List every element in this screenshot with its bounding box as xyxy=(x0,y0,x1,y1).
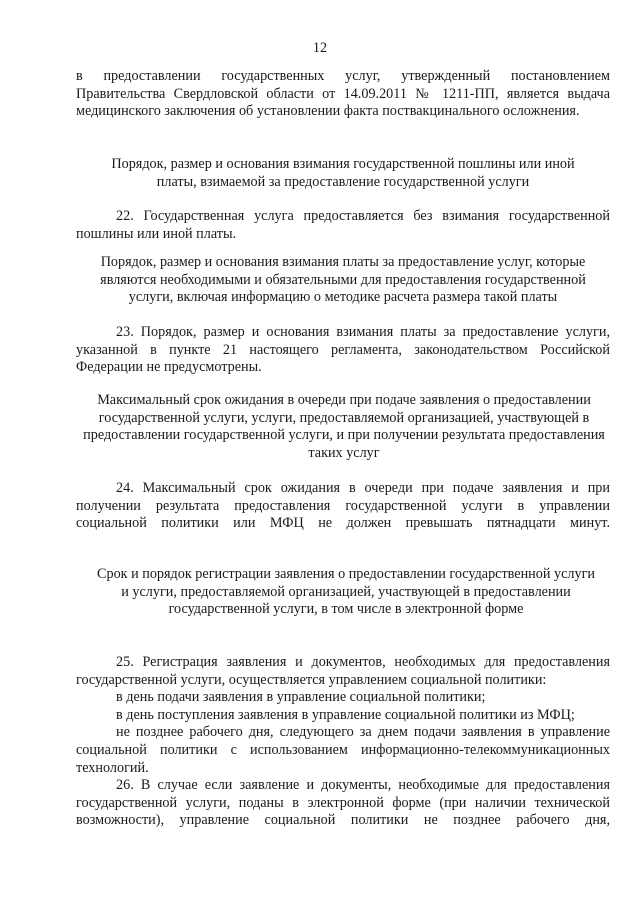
section-25 xyxy=(76,654,610,830)
heading-queue-waiting-time: Максимальный срок ожидания в очереди при подаче заявления о предоставлении государственной услуги, услуги, предоставляемой организацией, участвующей в предоставлении государственной услуги, и при получении результата предоставления таких услуг xyxy=(83,392,605,461)
paragraph-25-item-b: в день поступления заявления в управление социальной политики из МФЦ; xyxy=(116,706,575,723)
page-number: 12 xyxy=(312,40,328,56)
paragraph-23: 23. Порядок, размер и основания взимания платы за предоставление услуги, указанной в пункте 21 настоящего регламента, законодательством Российской Федерации не предусмотрены. xyxy=(76,324,610,376)
paragraph-26: 26. В случае если заявление и документы, необходимые для предоставления государственной услуги, поданы в электронной форме (при наличии технической возможности), управление социальной политики не позднее рабочего дня, xyxy=(76,777,610,829)
heading-registration: Срок и порядок регистрации заявления о предоставлении государственной услуги и услуги, предоставляемой организацией, участвующей в предоставлении государственной услуги, в том числе в электронной форме xyxy=(97,566,595,618)
paragraph-25-item-c: не позднее рабочего дня, следующего за днем подачи заявления в управление социальной политики с использованием информационно-телекоммуникационных технологий. xyxy=(76,724,610,776)
paragraph-25-item-a: в день подачи заявления в управление социальной политики; xyxy=(116,689,486,706)
paragraph-24: 24. Максимальный срок ожидания в очереди при подаче заявления и при получении результата предоставления государственной услуги в управлении социальной политики или МФЦ не должен превышать пятнадцати минут. xyxy=(76,480,610,532)
heading-fees-necessary-services: Порядок, размер и основания взимания платы за предоставление услуг, которые являются необходимыми и обязательными для предоставления государственной услуги, включая информацию о методике расчета размера такой платы xyxy=(100,254,586,306)
paragraph-intro: в предоставлении государственных услуг, утвержденный постановлением Правительства Свердловской области от 14.09.2011 № 1211-ПП, является выдача медицинского заключения об установлении факта поствакцинального осложнения. xyxy=(76,68,610,120)
paragraph-22: 22. Государственная услуга предоставляется без взимания государственной пошлины или иной платы. xyxy=(76,208,610,242)
heading-state-duty: Порядок, размер и основания взимания государственной пошлины или иной платы, взимаемой за предоставление государственной услуги xyxy=(111,156,575,190)
paragraph-25: 25. Регистрация заявления и документов, необходимых для предоставления государственной услуги, осуществляется управлением социальной политики: xyxy=(76,654,610,688)
